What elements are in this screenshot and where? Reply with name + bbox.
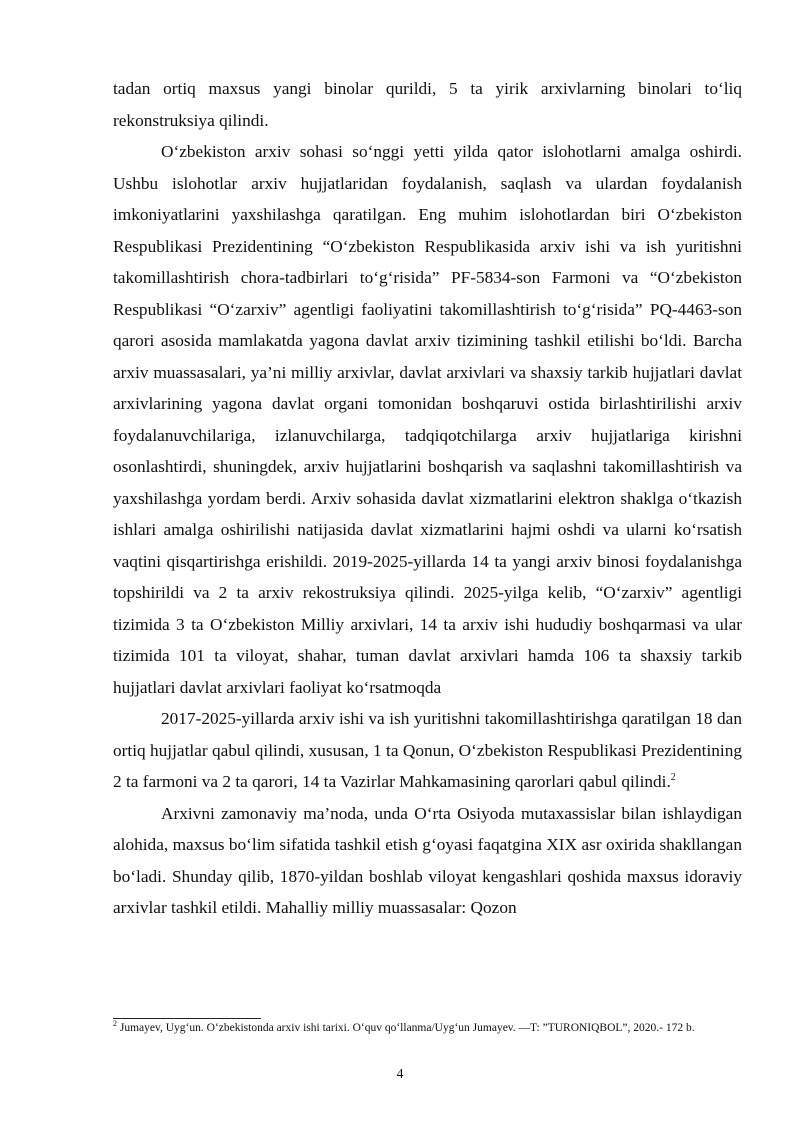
paragraph-archive-reforms: O‘zbekiston arxiv sohasi so‘nggi yetti yilda qator islohotlarni amalga oshirdi. Ushbu islohotlar arxiv hujjatlaridan foydalanish, saqlash va ulardan foydalanish imkoniyatlarini yaxshilashga qaratilgan. Eng muhim islohotlardan biri O‘zbekiston Respublikasi Prezidentining “O‘zbekiston Respublikasida arxiv ishi va ish yuritishni takomillashtirish chora-tadbirlari to‘g‘risida” PF-5834-son Farmoni va “O‘zbekiston Respublikasi “O‘zarxiv” agentligi faoliyatini takomillashtirish to‘g‘risida” PQ-4463-son qarori asosida mamlakatda yagona davlat arxiv tizimining tashkil etilishi bo‘ldi. Barcha arxiv muassasalari, ya’ni milliy arxivlar, davlat arxivlari va shaxsiy tarkib hujjatlari davlat arxivlarining yagona davlat organi tomonidan boshqaruvi ostida birlashtirilishi arxiv foydalanuvchilariga, izlanuvchilarga, tadqiqotchilarga arxiv hujjatlariga kirishni osonlashtirdi, shuningdek, arxiv hujjatlarini boshqarish va saqlashni takomillashtirish va yaxshilashga yordam berdi. Arxiv sohasida davlat xizmatlarini elektron shaklga o‘tkazish ishlari amalga oshirilishi natijasida davlat xizmatlarini hajmi oshdi va ularni ko‘rsatish vaqtini qisqartirishga erishildi. 2019-2025-yillarda 14 ta yangi arxiv binosi foydalanishga topshirildi va 2 ta arxiv rekostruksiya qilindi. 2025-yilga kelib, “O‘zarxiv” agentligi tizimida 3 ta O‘zbekiston Milliy arxivlari, 14 ta arxiv ishi hududiy boshqarmasi va ular tizimida 101 ta viloyat, shahar, tuman davlat arxivlari hamda 106 ta shaxsiy tarkib hujjatlari davlat arxivlari faoliyat ko‘rsatmoqda xyxy=(113,142,742,697)
paragraph-legal-documents xyxy=(113,703,742,798)
footnote xyxy=(113,1021,742,1037)
footnote-separator xyxy=(113,1018,261,1019)
paragraph-continuation: tadan ortiq maxsus yangi binolar qurildi, 5 ta yirik arxivlarning binolari to‘liq rekonstruksiya qilindi. xyxy=(113,79,742,130)
body-text xyxy=(113,73,742,924)
page-number: 4 xyxy=(396,1067,404,1082)
footnote-reference[interactable]: 2 xyxy=(670,772,676,784)
footnote-marker: 2 xyxy=(113,1019,117,1029)
footnote-text: Jumayev, Uyg‘un. O‘zbekistonda arxiv ishi tarixi. O‘quv qo‘llanma/Uyg‘un Jumayev. —T: ”TURONIQBOL”, 2020.- 172 b. xyxy=(117,1022,695,1034)
paragraph-archive-history: Arxivni zamonaviy ma’noda, unda O‘rta Osiyoda mutaxassislar bilan ishlaydigan alohida, maxsus bo‘lim sifatida tashkil etish g‘oyasi faqatgina XIX asr oxirida shakllangan bo‘ladi. Shunday qilib, 1870-yildan boshlab viloyat kengashlari qoshida maxsus idoraviy arxivlar tashkil etildi. Mahalliy milliy muassasalar: Qozon xyxy=(113,803,742,917)
paragraph-legal-documents-text: 2017-2025-yillarda arxiv ishi va ish yuritishni takomillashtirishga qaratilgan 18 dan ortiq hujjatlar qabul qilindi, xususan, 1 ta Qonun, O‘zbekiston Respublikasi Prezidentining 2 ta farmoni va 2 ta qarori, 14 ta Vazirlar Mahkamasining qarorlari qabul qilindi. xyxy=(113,709,742,791)
